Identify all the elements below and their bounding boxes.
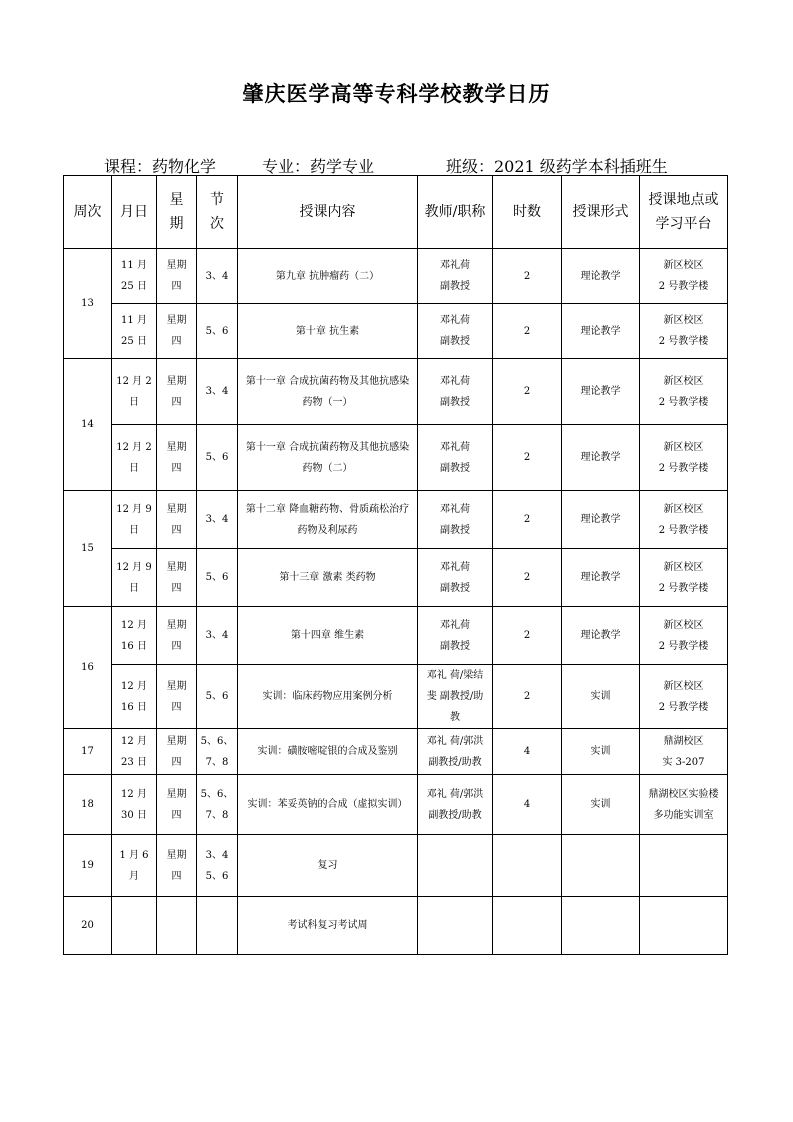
hours-cell: 2 xyxy=(493,249,562,304)
course-label: 课程：药物化学 xyxy=(104,157,217,176)
hours-cell: 4 xyxy=(493,775,562,835)
date-cell: 12 月 30 日 xyxy=(112,775,157,835)
period-cell: 5、6 xyxy=(197,665,238,729)
content-cell: 第十一章 合成抗菌药物及其他抗感染 药物（二） xyxy=(238,425,418,491)
table-row xyxy=(64,249,728,304)
teacher-cell: 邓礼荷 副教授 xyxy=(418,304,493,359)
week-number-cell: 14 xyxy=(64,359,112,491)
table-row xyxy=(64,304,728,359)
date-cell: 11 月 25 日 xyxy=(112,249,157,304)
content-cell: 第十章 抗生素 xyxy=(238,304,418,359)
period-cell: 3、4 xyxy=(197,491,238,549)
teacher-cell: 邓礼荷 副教授 xyxy=(418,549,493,607)
location-cell: 新区校区 2 号教学楼 xyxy=(640,549,728,607)
period-cell: 3、4 xyxy=(197,359,238,425)
weekday-cell: 星期 四 xyxy=(157,249,197,304)
header-week: 周次 xyxy=(64,176,112,249)
form-cell: 理论教学 xyxy=(562,304,640,359)
date-cell: 11 月 25 日 xyxy=(112,304,157,359)
header-teacher: 教师/职称 xyxy=(418,176,493,249)
weekday-cell: 星期 四 xyxy=(157,835,197,897)
weekday-cell: 星期 四 xyxy=(157,425,197,491)
table-row xyxy=(64,897,728,955)
content-cell: 第十三章 激素 类药物 xyxy=(238,549,418,607)
content-cell: 第十二章 降血糖药物、骨质疏松治疗 药物及利尿药 xyxy=(238,491,418,549)
hours-cell: 4 xyxy=(493,729,562,775)
header-hours: 时数 xyxy=(493,176,562,249)
table-row xyxy=(64,359,728,425)
page-title: 肇庆医学高等专科学校教学日历 xyxy=(242,82,551,106)
location-cell: 新区校区 2 号教学楼 xyxy=(640,304,728,359)
header-period: 节 次 xyxy=(197,176,238,249)
date-cell: 1 月 6 月 xyxy=(112,835,157,897)
period-cell: 3、4 5、6 xyxy=(197,835,238,897)
week-number-cell: 19 xyxy=(64,835,112,897)
form-cell: 实训 xyxy=(562,665,640,729)
teacher-cell: 邓礼荷 副教授 xyxy=(418,607,493,665)
location-cell: 新区校区 2 号教学楼 xyxy=(640,491,728,549)
hours-cell: 2 xyxy=(493,491,562,549)
content-cell: 实训：磺胺嘧啶银的合成及鉴别 xyxy=(238,729,418,775)
form-cell: 理论教学 xyxy=(562,607,640,665)
teacher-cell: 邓礼荷 副教授 xyxy=(418,249,493,304)
header-row xyxy=(64,176,728,249)
weekday-cell xyxy=(157,897,197,955)
date-cell: 12 月 2 日 xyxy=(112,425,157,491)
teacher-cell: 邓礼 荷/郭洪 副教授/助教 xyxy=(418,729,493,775)
header-date: 月日 xyxy=(112,176,157,249)
table-row xyxy=(64,491,728,549)
weekday-cell: 星期 四 xyxy=(157,491,197,549)
weekday-cell: 星期 四 xyxy=(157,549,197,607)
weekday-cell: 星期 四 xyxy=(157,775,197,835)
teacher-cell: 邓礼 荷/梁结 斐 副教授/助 教 xyxy=(418,665,493,729)
content-cell: 复习 xyxy=(238,835,418,897)
weekday-cell: 星期 四 xyxy=(157,607,197,665)
date-cell: 12 月 23 日 xyxy=(112,729,157,775)
header-form: 授课形式 xyxy=(562,176,640,249)
period-cell: 5、6、 7、8 xyxy=(197,729,238,775)
form-cell: 理论教学 xyxy=(562,491,640,549)
content-cell: 第十一章 合成抗菌药物及其他抗感染 药物（一） xyxy=(238,359,418,425)
class-label: 班级：2021 级药学本科插班生 xyxy=(446,157,668,176)
table-row xyxy=(64,835,728,897)
date-cell: 12 月 9 日 xyxy=(112,549,157,607)
location-cell xyxy=(640,897,728,955)
teacher-cell xyxy=(418,897,493,955)
table-row xyxy=(64,775,728,835)
teacher-cell: 邓礼荷 副教授 xyxy=(418,359,493,425)
date-cell xyxy=(112,897,157,955)
location-cell: 新区校区 2 号教学楼 xyxy=(640,359,728,425)
content-cell: 第十四章 维生素 xyxy=(238,607,418,665)
weekday-cell: 星期 四 xyxy=(157,359,197,425)
period-cell: 5、6、 7、8 xyxy=(197,775,238,835)
weekday-cell: 星期 四 xyxy=(157,304,197,359)
teaching-calendar-table xyxy=(63,175,728,955)
week-number-cell: 13 xyxy=(64,249,112,359)
hours-cell xyxy=(493,897,562,955)
location-cell: 新区校区 2 号教学楼 xyxy=(640,607,728,665)
table-row xyxy=(64,425,728,491)
teacher-cell: 邓礼 荷/郭洪 副教授/助教 xyxy=(418,775,493,835)
calendar-body xyxy=(64,249,728,955)
location-cell: 新区校区 2 号教学楼 xyxy=(640,249,728,304)
location-cell: 新区校区 2 号教学楼 xyxy=(640,425,728,491)
period-cell: 3、4 xyxy=(197,607,238,665)
table-row xyxy=(64,549,728,607)
week-number-cell: 20 xyxy=(64,897,112,955)
week-number-cell: 15 xyxy=(64,491,112,607)
content-cell: 考试科复习考试周 xyxy=(238,897,418,955)
hours-cell: 2 xyxy=(493,304,562,359)
hours-cell xyxy=(493,835,562,897)
table-row xyxy=(64,729,728,775)
location-cell: 新区校区 2 号教学楼 xyxy=(640,665,728,729)
major-label: 专业：药学专业 xyxy=(262,157,375,176)
table-row xyxy=(64,607,728,665)
period-cell: 3、4 xyxy=(197,249,238,304)
period-cell: 5、6 xyxy=(197,549,238,607)
week-number-cell: 16 xyxy=(64,607,112,729)
location-cell xyxy=(640,835,728,897)
form-cell: 理论教学 xyxy=(562,249,640,304)
period-cell: 5、6 xyxy=(197,304,238,359)
content-cell: 实训：苯妥英钠的合成（虚拟实训） xyxy=(238,775,418,835)
hours-cell: 2 xyxy=(493,549,562,607)
header-weekday: 星 期 xyxy=(157,176,197,249)
hours-cell: 2 xyxy=(493,665,562,729)
teacher-cell: 邓礼荷 副教授 xyxy=(418,425,493,491)
table-row xyxy=(64,665,728,729)
weekday-cell: 星期 四 xyxy=(157,665,197,729)
date-cell: 12 月 2 日 xyxy=(112,359,157,425)
location-cell: 鼎湖校区 实 3-207 xyxy=(640,729,728,775)
week-number-cell: 18 xyxy=(64,775,112,835)
form-cell xyxy=(562,835,640,897)
form-cell: 理论教学 xyxy=(562,425,640,491)
header-location: 授课地点或 学习平台 xyxy=(640,176,728,249)
content-cell: 第九章 抗肿瘤药（二） xyxy=(238,249,418,304)
teacher-cell xyxy=(418,835,493,897)
hours-cell: 2 xyxy=(493,359,562,425)
course-meta xyxy=(0,154,793,176)
hours-cell: 2 xyxy=(493,425,562,491)
date-cell: 12 月 9 日 xyxy=(112,491,157,549)
teacher-cell: 邓礼荷 副教授 xyxy=(418,491,493,549)
header-content: 授课内容 xyxy=(238,176,418,249)
weekday-cell: 星期 四 xyxy=(157,729,197,775)
date-cell: 12 月 16 日 xyxy=(112,665,157,729)
date-cell: 12 月 16 日 xyxy=(112,607,157,665)
location-cell: 鼎湖校区实验楼 多功能实训室 xyxy=(640,775,728,835)
week-number-cell: 17 xyxy=(64,729,112,775)
form-cell xyxy=(562,897,640,955)
form-cell: 理论教学 xyxy=(562,549,640,607)
form-cell: 实训 xyxy=(562,775,640,835)
period-cell xyxy=(197,897,238,955)
form-cell: 理论教学 xyxy=(562,359,640,425)
period-cell: 5、6 xyxy=(197,425,238,491)
hours-cell: 2 xyxy=(493,607,562,665)
content-cell: 实训：临床药物应用案例分析 xyxy=(238,665,418,729)
form-cell: 实训 xyxy=(562,729,640,775)
